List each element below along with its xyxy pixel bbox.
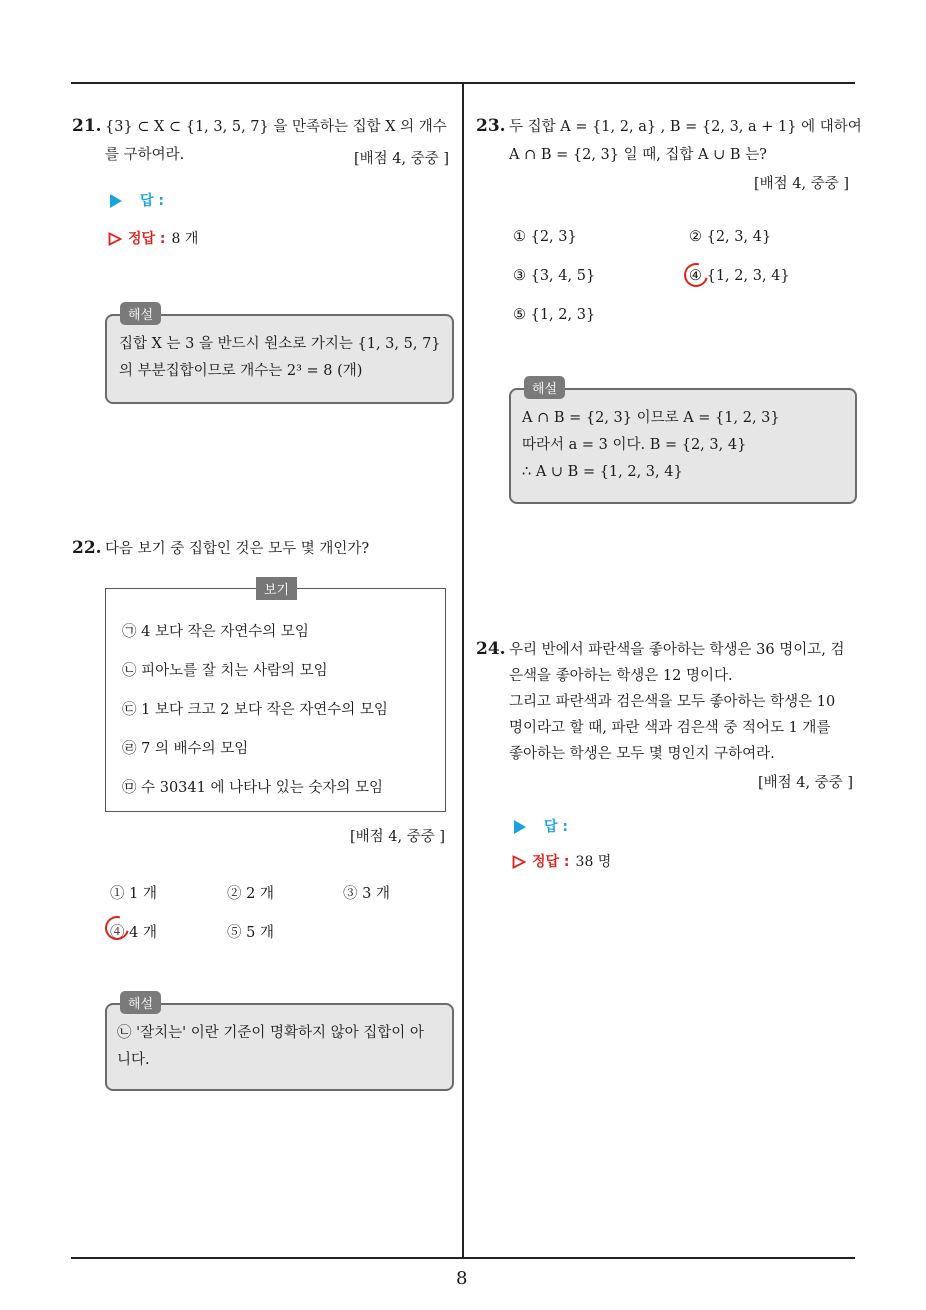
page-number: 8 bbox=[456, 1268, 468, 1289]
question-23-text-line1: 두 집합 A = {1, 2, a} , B = {2, 3, a + 1} 에 대하여 bbox=[509, 119, 862, 135]
bogi-item-4: ㉣ 7 의 배수의 모임 bbox=[122, 741, 249, 757]
question-22-points: [배점 4, 중중 ] bbox=[350, 829, 446, 845]
question-21-points: [배점 4, 중중 ] bbox=[354, 151, 450, 167]
bogi-item-1: ㉠ 4 보다 작은 자연수의 모임 bbox=[122, 624, 309, 640]
correct-value: 38 명 bbox=[575, 854, 612, 870]
question-24-text-line3: 그리고 파란색과 검은색을 모두 좋아하는 학생은 10 bbox=[509, 694, 836, 710]
question-21-correct-answer bbox=[108, 228, 198, 248]
question-21-answer-field[interactable] bbox=[110, 190, 164, 210]
bogi-item-5: ㉤ 수 30341 에 나타나 있는 숫자의 모임 bbox=[122, 780, 383, 796]
question-21-explanation-line1: 집합 X 는 3 을 반드시 원소로 가지는 {1, 3, 5, 7} bbox=[119, 336, 441, 352]
q22-choice-4[interactable]: ④ 4 개 bbox=[110, 925, 157, 941]
question-21-explanation-line2: 의 부분집합이므로 개수는 2³ = 8 (개) bbox=[119, 363, 363, 379]
question-24-answer-field[interactable] bbox=[514, 816, 568, 836]
question-21-text-line1: {3} ⊂ X ⊂ {1, 3, 5, 7} 을 만족하는 집합 X 의 개수 bbox=[105, 119, 447, 135]
bogi-item-3: ㉢ 1 보다 크고 2 보다 작은 자연수의 모임 bbox=[122, 702, 388, 718]
explanation-tag: 해설 bbox=[120, 991, 161, 1014]
question-24-correct-answer bbox=[512, 851, 611, 871]
q22-choice-5[interactable]: ⑤ 5 개 bbox=[227, 925, 274, 941]
question-21-text-line2: 를 구하여라. bbox=[105, 147, 185, 163]
q23-choice-1[interactable]: ① {2, 3} bbox=[513, 229, 577, 245]
question-24-text-line2: 은색을 좋아하는 학생은 12 명이다. bbox=[509, 668, 733, 684]
correct-value: 8 개 bbox=[171, 231, 199, 247]
correct-label: 정답 : bbox=[532, 854, 570, 870]
question-22-text: 다음 보기 중 집합인 것은 모두 몇 개인가? bbox=[105, 541, 370, 557]
question-23-explanation-line1: A ∩ B = {2, 3} 이므로 A = {1, 2, 3} bbox=[522, 410, 780, 426]
answer-label: 답 : bbox=[544, 819, 568, 835]
q23-choice-5[interactable]: ⑤ {1, 2, 3} bbox=[513, 307, 596, 323]
question-21-number: 21. bbox=[72, 116, 102, 136]
question-22-explanation-line1: ㉡ '잘치는' 이란 기준이 명확하지 않아 집합이 아 bbox=[117, 1025, 424, 1041]
explanation-tag: 해설 bbox=[524, 376, 565, 399]
q23-red-circle-mark bbox=[680, 259, 713, 292]
play-arrow-icon bbox=[514, 820, 526, 834]
question-22-explanation-line2: 니다. bbox=[117, 1052, 150, 1068]
q22-choice-3[interactable]: ③ 3 개 bbox=[343, 886, 390, 902]
question-24-text-line4: 명이라고 할 때, 파란 색과 검은색 중 적어도 1 개를 bbox=[509, 720, 831, 736]
correct-label: 정답 : bbox=[128, 231, 166, 247]
q23-choice-4[interactable]: ④ {1, 2, 3, 4} bbox=[689, 268, 790, 284]
question-23-points: [배점 4, 중중 ] bbox=[754, 176, 850, 192]
hollow-triangle-icon bbox=[108, 232, 122, 246]
q23-choice-3[interactable]: ③ {3, 4, 5} bbox=[513, 268, 596, 284]
play-arrow-icon bbox=[110, 194, 122, 208]
q22-choice-1[interactable]: ① 1 개 bbox=[110, 886, 157, 902]
answer-label: 답 : bbox=[140, 193, 164, 209]
question-24-text-line5: 좋아하는 학생은 모두 몇 명인지 구하여라. bbox=[509, 746, 775, 762]
question-24-number: 24. bbox=[476, 639, 506, 659]
bottom-rule bbox=[71, 1257, 855, 1259]
question-23-explanation-line2: 따라서 a = 3 이다. B = {2, 3, 4} bbox=[522, 437, 747, 453]
question-23-text-line2: A ∩ B = {2, 3} 일 때, 집합 A ∪ B 는? bbox=[509, 147, 767, 163]
q22-choice-2[interactable]: ② 2 개 bbox=[227, 886, 274, 902]
question-22-number: 22. bbox=[72, 538, 102, 558]
question-24-text-line1: 우리 반에서 파란색을 좋아하는 학생은 36 명이고, 검 bbox=[509, 642, 845, 658]
bogi-tag: 보기 bbox=[256, 577, 297, 600]
question-24-points: [배점 4, 중중 ] bbox=[758, 775, 854, 791]
explanation-tag: 해설 bbox=[120, 302, 161, 325]
question-22-explanation-box bbox=[105, 1003, 454, 1091]
question-23-explanation-line3: ∴ A ∪ B = {1, 2, 3, 4} bbox=[522, 464, 683, 480]
question-23-number: 23. bbox=[476, 116, 506, 136]
bogi-item-2: ㉡ 피아노를 잘 치는 사람의 모임 bbox=[122, 663, 328, 679]
hollow-triangle-icon bbox=[512, 855, 526, 869]
q23-choice-2[interactable]: ② {2, 3, 4} bbox=[689, 229, 772, 245]
column-divider bbox=[462, 82, 464, 1258]
